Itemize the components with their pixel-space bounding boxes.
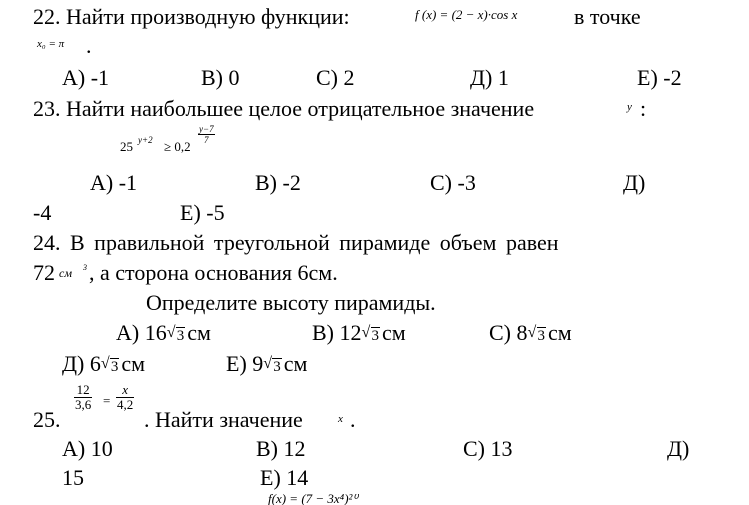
q24-option-a-radicand: 3	[176, 328, 185, 344]
q25-dot: .	[350, 407, 356, 432]
q23-option-d[interactable]: Д)	[623, 170, 646, 195]
q24-option-b-radicand: 3	[371, 328, 379, 344]
q25-frac2-den: 4,2	[117, 397, 134, 412]
sqrt-symbol-icon: √ 3	[263, 355, 281, 375]
q25-frac1-num: 12	[74, 383, 92, 398]
q23-ineq-base: 25	[120, 139, 133, 154]
q23-ineq-exp-den: 7	[204, 135, 209, 145]
q24-option-d-unit: см	[121, 351, 146, 376]
q23-option-d-value: -4	[33, 200, 52, 225]
q22-option-e[interactable]: Е) -2	[637, 65, 682, 90]
q24-text-2: , а сторона основания 6см.	[89, 260, 338, 285]
q24-text: 24. В правильной треугольной пирамиде объем равен	[33, 230, 559, 255]
q23-text: 23. Найти наибольшее целое отрицательное значение	[33, 96, 535, 121]
q24-volume-unit-exp: 3	[83, 263, 87, 272]
q24-option-e[interactable]	[226, 352, 307, 379]
q24-option-b[interactable]	[312, 321, 406, 348]
q24-option-a-unit: см	[187, 320, 211, 345]
q23-var: y	[627, 101, 632, 113]
q24-option-b-unit: см	[382, 320, 406, 345]
q24-option-a[interactable]	[116, 321, 211, 348]
q25-option-e[interactable]: Е) 14	[260, 465, 309, 490]
q22-option-b[interactable]: В) 0	[201, 65, 240, 90]
sqrt-symbol-icon: √ 3	[527, 324, 545, 344]
q24-text-3: Определите высоту пирамиды.	[146, 290, 436, 315]
q25-var: x	[338, 413, 343, 425]
q23-colon: :	[640, 96, 647, 121]
q25-fraction-1	[74, 383, 92, 412]
q22-point: x₀ = π	[37, 38, 65, 50]
q25-number: 25.	[33, 407, 61, 432]
q24-option-a-label: А) 16	[116, 320, 167, 345]
q23-option-a[interactable]: А) -1	[90, 170, 138, 195]
q25-option-c[interactable]: С) 13	[463, 436, 513, 461]
q23-ineq-exp: y+2	[138, 135, 153, 145]
q26-partial-formula: f(x) = (7 − 3x⁴)²⁰	[268, 494, 358, 505]
q23-ineq-mid: ≥ 0,2	[164, 139, 191, 154]
q23-ineq-exp-frac	[198, 124, 215, 145]
q23-option-c[interactable]: С) -3	[430, 170, 476, 195]
q22-option-c[interactable]: С) 2	[316, 65, 355, 90]
q24-option-d-label: Д) 6	[62, 351, 101, 376]
q25-frac1-den: 3,6	[75, 397, 92, 412]
q24-option-e-radicand: 3	[273, 359, 281, 375]
q25-option-b[interactable]: В) 12	[256, 436, 306, 461]
q26-partial-line	[0, 494, 749, 505]
q24-option-c-unit: см	[548, 320, 572, 345]
q22-option-a[interactable]: А) -1	[62, 65, 110, 90]
q24-option-c-radicand: 3	[537, 328, 545, 344]
q23-option-e[interactable]: Е) -5	[180, 200, 225, 225]
q25-fraction-2	[116, 383, 134, 412]
q24-option-e-unit: см	[283, 351, 308, 376]
q22-point-dot: .	[86, 33, 92, 58]
q25-option-d-value: 15	[62, 465, 84, 490]
q24-option-e-label: Е) 9	[226, 351, 264, 376]
q22-suffix: в точке	[574, 4, 641, 29]
q25-option-a[interactable]: А) 10	[62, 436, 113, 461]
sqrt-symbol-icon: √ 3	[100, 355, 119, 375]
q22-text: 22. Найти производную функции:	[33, 4, 350, 29]
sqrt-symbol-icon: √ 3	[361, 324, 379, 344]
q24-volume-unit: см	[59, 266, 72, 280]
q24-option-d[interactable]	[62, 352, 145, 379]
q24-option-c-label: С) 8	[489, 320, 528, 345]
q25-equals: =	[103, 393, 111, 408]
sqrt-symbol-icon: √ 3	[166, 324, 185, 344]
q24-volume-num: 72	[33, 260, 55, 285]
q25-frac2-num: x	[116, 383, 134, 398]
q22-option-d[interactable]: Д) 1	[470, 65, 509, 90]
q25-option-d[interactable]: Д)	[667, 436, 690, 461]
q23-option-b[interactable]: В) -2	[255, 170, 301, 195]
q22-formula: f (x) = (2 − x)·cos x	[415, 7, 518, 22]
q24-option-b-label: В) 12	[312, 320, 362, 345]
q24-option-c[interactable]	[489, 321, 572, 348]
q25-text: . Найти значение	[144, 407, 303, 432]
q23-ineq-exp-num: y−7	[199, 124, 214, 134]
q24-option-d-radicand: 3	[110, 359, 119, 375]
